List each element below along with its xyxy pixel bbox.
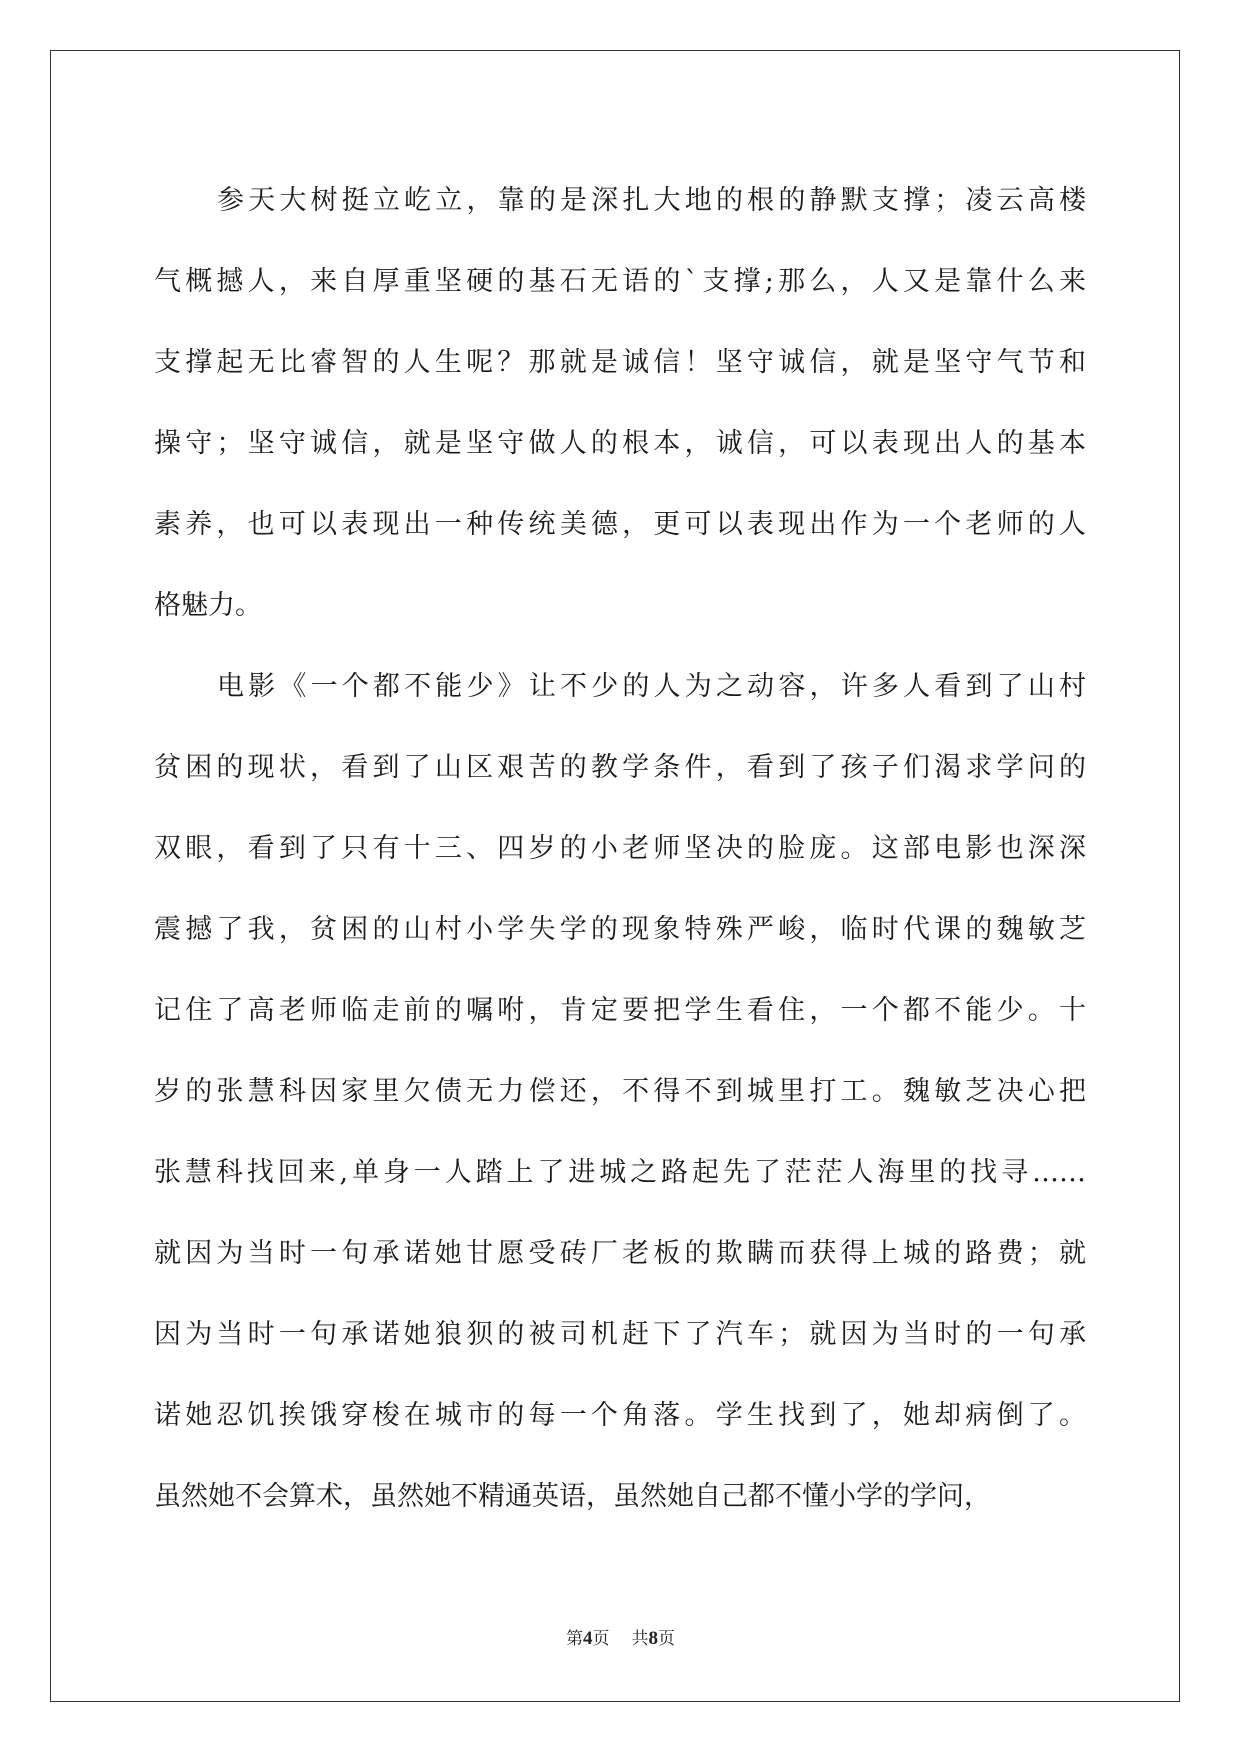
total-prefix: 共: [631, 1629, 649, 1649]
page-number: 4: [583, 1628, 593, 1649]
paragraph-2: [154, 646, 1086, 1537]
text-line: 记住了高老师临走前的嘱咐，肯定要把学生看住，一个都不能少。十: [154, 995, 1086, 1026]
text-line: 电影《一个都不能少》让不少的人为之动容，许多人看到了山村: [217, 671, 1086, 702]
total-pages: 8: [648, 1628, 658, 1649]
text-line: 支撑起无比睿智的人生呢？那就是诚信！坚守诚信，就是坚守气节和: [154, 347, 1086, 378]
text-line: 气概撼人，来自厚重坚硬的基石无语的`支撑;那么，人又是靠什么来: [154, 266, 1086, 297]
page-prefix: 第: [566, 1629, 583, 1649]
total-suffix: 页: [658, 1629, 675, 1649]
text-line: 贫困的现状，看到了山区艰苦的教学条件，看到了孩子们渴求学问的: [154, 752, 1086, 783]
page-footer: [0, 1624, 1241, 1650]
text-line: 岁的张慧科因家里欠债无力偿还，不得不到城里打工。魏敏芝决心把: [154, 1076, 1086, 1107]
text-line: 素养，也可以表现出一种传统美德，更可以表现出作为一个老师的人: [154, 509, 1086, 540]
page-suffix: 页: [592, 1629, 610, 1649]
text-line: 操守；坚守诚信，就是坚守做人的根本，诚信，可以表现出人的基本: [154, 428, 1086, 459]
text-line: 双眼，看到了只有十三、四岁的小老师坚决的脸庞。这部电影也深深: [154, 833, 1086, 864]
text-line: 就因为当时一句承诺她甘愿受砖厂老板的欺瞒而获得上城的路费；就: [154, 1238, 1086, 1269]
text-line: 虽然她不会算术，虽然她不精通英语，虽然她自己都不懂小学的学问，: [154, 1481, 991, 1512]
text-line: 张慧科找回来,单身一人踏上了进城之路起先了茫茫人海里的找寻……: [154, 1157, 1086, 1188]
text-line: 诺她忍饥挨饿穿梭在城市的每一个角落。学生找到了，她却病倒了。: [154, 1400, 1086, 1431]
text-line: 格魅力。: [154, 590, 262, 621]
paragraph-1: [154, 160, 1086, 646]
document-body: [154, 160, 1086, 1537]
text-line: 因为当时一句承诺她狼狈的被司机赶下了汽车；就因为当时的一句承: [154, 1319, 1086, 1350]
text-line: 参天大树挺立屹立，靠的是深扎大地的根的静默支撑；凌云高楼: [217, 185, 1086, 216]
text-line: 震撼了我，贫困的山村小学失学的现象特殊严峻，临时代课的魏敏芝: [154, 914, 1086, 945]
